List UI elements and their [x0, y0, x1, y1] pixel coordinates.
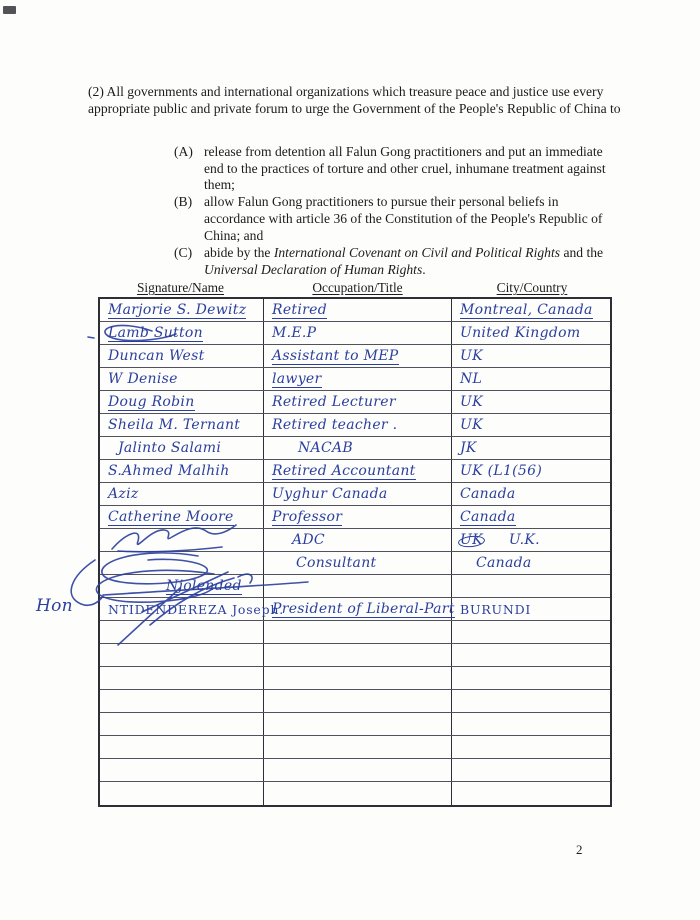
signature-scribble [88, 337, 94, 338]
table-row [100, 575, 610, 598]
handwritten-text: ADC [292, 532, 325, 548]
table-row [100, 759, 610, 782]
list-item-a [174, 144, 620, 195]
signature-cell [100, 529, 264, 551]
city-cell [452, 782, 610, 805]
signature-cell [36, 596, 285, 620]
table-row [100, 621, 610, 644]
handwritten-text: lawyer [272, 371, 322, 387]
city-cell [452, 345, 610, 367]
city-cell [452, 759, 610, 781]
item-text-part: . [422, 261, 426, 277]
occupation-cell [264, 368, 452, 390]
occupation-cell [264, 782, 452, 805]
city-cell [452, 575, 610, 597]
occupation-cell [264, 713, 452, 735]
signature-cell [100, 667, 264, 689]
city-cell [452, 506, 610, 528]
table-row [100, 644, 610, 667]
handwritten-text: Canada [460, 486, 516, 502]
margin-note: Hon [36, 596, 73, 616]
city-cell [452, 713, 610, 735]
item-label: (B) [174, 194, 193, 210]
handwritten-text: UK (L1(56) [460, 463, 543, 479]
item-text [204, 245, 620, 279]
occupation-cell [264, 529, 452, 551]
handwritten-text: UK [460, 417, 483, 433]
handwritten-text: Professor [272, 509, 343, 525]
signature-cell [100, 506, 264, 528]
table-row [100, 690, 610, 713]
cited-document-title: Universal Declaration of Human Rights [204, 261, 423, 277]
handwritten-text: U.K. [508, 532, 540, 548]
city-cell [452, 667, 610, 689]
table-row [100, 782, 610, 805]
signature-cell [100, 299, 264, 321]
city-cell [452, 552, 610, 574]
handwritten-text: UK [460, 348, 483, 364]
handwritten-text: Marjorie S. Dewitz [108, 302, 247, 318]
handwritten-text: Jalinto Salami [118, 440, 222, 456]
scan-artifact [3, 6, 16, 14]
table-row [100, 437, 610, 460]
signature-cell [100, 644, 264, 666]
occupation-cell [264, 391, 452, 413]
signature-cell [100, 736, 264, 758]
signature-cell [100, 414, 264, 436]
city-cell [452, 621, 610, 643]
table-row [100, 552, 610, 575]
occupation-cell [264, 644, 452, 666]
city-cell [452, 690, 610, 712]
occupation-cell [264, 483, 452, 505]
crossed-out-text: UK [460, 532, 483, 548]
handwritten-text: M.E.P [272, 325, 317, 341]
handwritten-text: Consultant [296, 555, 377, 571]
table-row [100, 736, 610, 759]
table-row [100, 667, 610, 690]
signature-cell [100, 575, 264, 597]
handwritten-text: Njolended [166, 578, 242, 594]
occupation-cell [264, 575, 452, 597]
handwritten-text: Uyghur Canada [272, 486, 388, 502]
handwritten-text: Montreal, Canada [460, 302, 593, 318]
handwritten-text: Doug Robin [108, 394, 195, 410]
table-row [100, 460, 610, 483]
table-row [36, 596, 610, 621]
handwritten-text: Retired [272, 302, 327, 318]
occupation-cell [264, 736, 452, 758]
occupation-cell [264, 414, 452, 436]
occupation-cell [264, 299, 452, 321]
table-header-row [98, 280, 612, 296]
city-cell [452, 368, 610, 390]
column-header-occupation-title: Occupation/Title [312, 280, 403, 295]
table-row [100, 713, 610, 736]
item-text: allow Falun Gong practitioners to pursue their personal beliefs in accordance with article 36 of the Constitution of the People's Republic of China; and [204, 194, 603, 243]
handwritten-text: President of Liberal-Part [272, 601, 455, 617]
city-cell [452, 598, 610, 620]
handwritten-text: W Denise [108, 371, 178, 387]
signature-cell [100, 345, 264, 367]
handwritten-text: Lamb Sutton [108, 325, 203, 341]
table-row [100, 391, 610, 414]
occupation-cell [264, 667, 452, 689]
list-item-c [174, 245, 620, 279]
signature-cell [100, 782, 264, 805]
handwritten-text: S.Ahmed Malhih [108, 463, 230, 479]
item-text-part: abide by the [204, 244, 274, 260]
handwritten-text: United Kingdom [460, 325, 581, 341]
table-row [100, 483, 610, 506]
item-text: release from detention all Falun Gong practitioners and put an immediate end to the practices of torture and other cruel, inhumane treatment against them; [204, 143, 606, 193]
signature-cell [100, 690, 264, 712]
handwritten-text: Canada [460, 509, 516, 525]
column-header-signature-name: Signature/Name [136, 280, 224, 295]
handwritten-text: Sheila M. Ternant [108, 417, 241, 433]
column-header-city-country: City/Country [496, 280, 568, 295]
occupation-cell [264, 621, 452, 643]
table-row [100, 345, 610, 368]
document-body [88, 84, 628, 278]
signature-cell [100, 391, 264, 413]
table-row [100, 299, 610, 322]
handwritten-text: BURUNDI [460, 602, 532, 617]
signature-cell [100, 483, 264, 505]
occupation-cell [264, 690, 452, 712]
occupation-cell [264, 506, 452, 528]
signature-cell [100, 322, 264, 344]
list-item-b [174, 194, 620, 245]
table-row [100, 368, 610, 391]
signature-cell [100, 437, 264, 459]
occupation-cell [264, 598, 455, 620]
handwritten-text: Canada [476, 555, 532, 571]
signature-cell [100, 759, 264, 781]
occupation-cell [264, 759, 452, 781]
signature-cell [100, 460, 264, 482]
occupation-cell [264, 322, 452, 344]
item-label: (C) [174, 244, 193, 260]
item-text-part: and the [560, 244, 604, 260]
city-cell [452, 391, 610, 413]
city-cell [452, 644, 610, 666]
city-cell [452, 529, 610, 551]
handwritten-text: JK [460, 440, 477, 456]
handwritten-text: NL [460, 371, 483, 387]
appeal-list [174, 144, 620, 279]
table-row [100, 322, 610, 345]
intro-paragraph: (2) All governments and international organizations which treasure peace and justice use every appropriate public and private forum to urge the Government of the People's Republic of China to [88, 84, 621, 116]
occupation-cell [264, 437, 452, 459]
handwritten-text: Catherine Moore [108, 509, 234, 525]
city-cell [452, 322, 610, 344]
handwritten-text: UK [460, 394, 483, 410]
table-row [100, 506, 610, 529]
city-cell [452, 414, 610, 436]
handwritten-text: Retired teacher . [272, 417, 398, 433]
signature-cell [100, 713, 264, 735]
handwritten-text: NACAB [298, 440, 353, 456]
occupation-cell [264, 460, 452, 482]
handwritten-text: Retired Accountant [272, 463, 416, 479]
city-cell [452, 483, 610, 505]
handwritten-text: Duncan West [108, 348, 205, 364]
table-row [100, 529, 610, 552]
item-label: (A) [174, 143, 193, 159]
city-cell [452, 437, 610, 459]
signature-cell [100, 621, 264, 643]
city-cell [452, 299, 610, 321]
handwritten-text: Aziz [108, 486, 139, 502]
handwritten-text: Assistant to MEP [272, 348, 399, 364]
cited-document-title: International Covenant on Civil and Political Rights [273, 244, 561, 260]
signature-cell [100, 552, 264, 574]
table-row [100, 414, 610, 437]
signature-table [36, 297, 612, 807]
occupation-cell [264, 345, 452, 367]
page-number: 2 [576, 842, 583, 857]
city-cell [452, 460, 610, 482]
occupation-cell [264, 552, 452, 574]
signature-cell [100, 368, 264, 390]
handwritten-text: Retired Lecturer [272, 394, 396, 410]
handwritten-text: NTIDENDEREZA Joseph. [108, 602, 285, 617]
city-cell [452, 736, 610, 758]
